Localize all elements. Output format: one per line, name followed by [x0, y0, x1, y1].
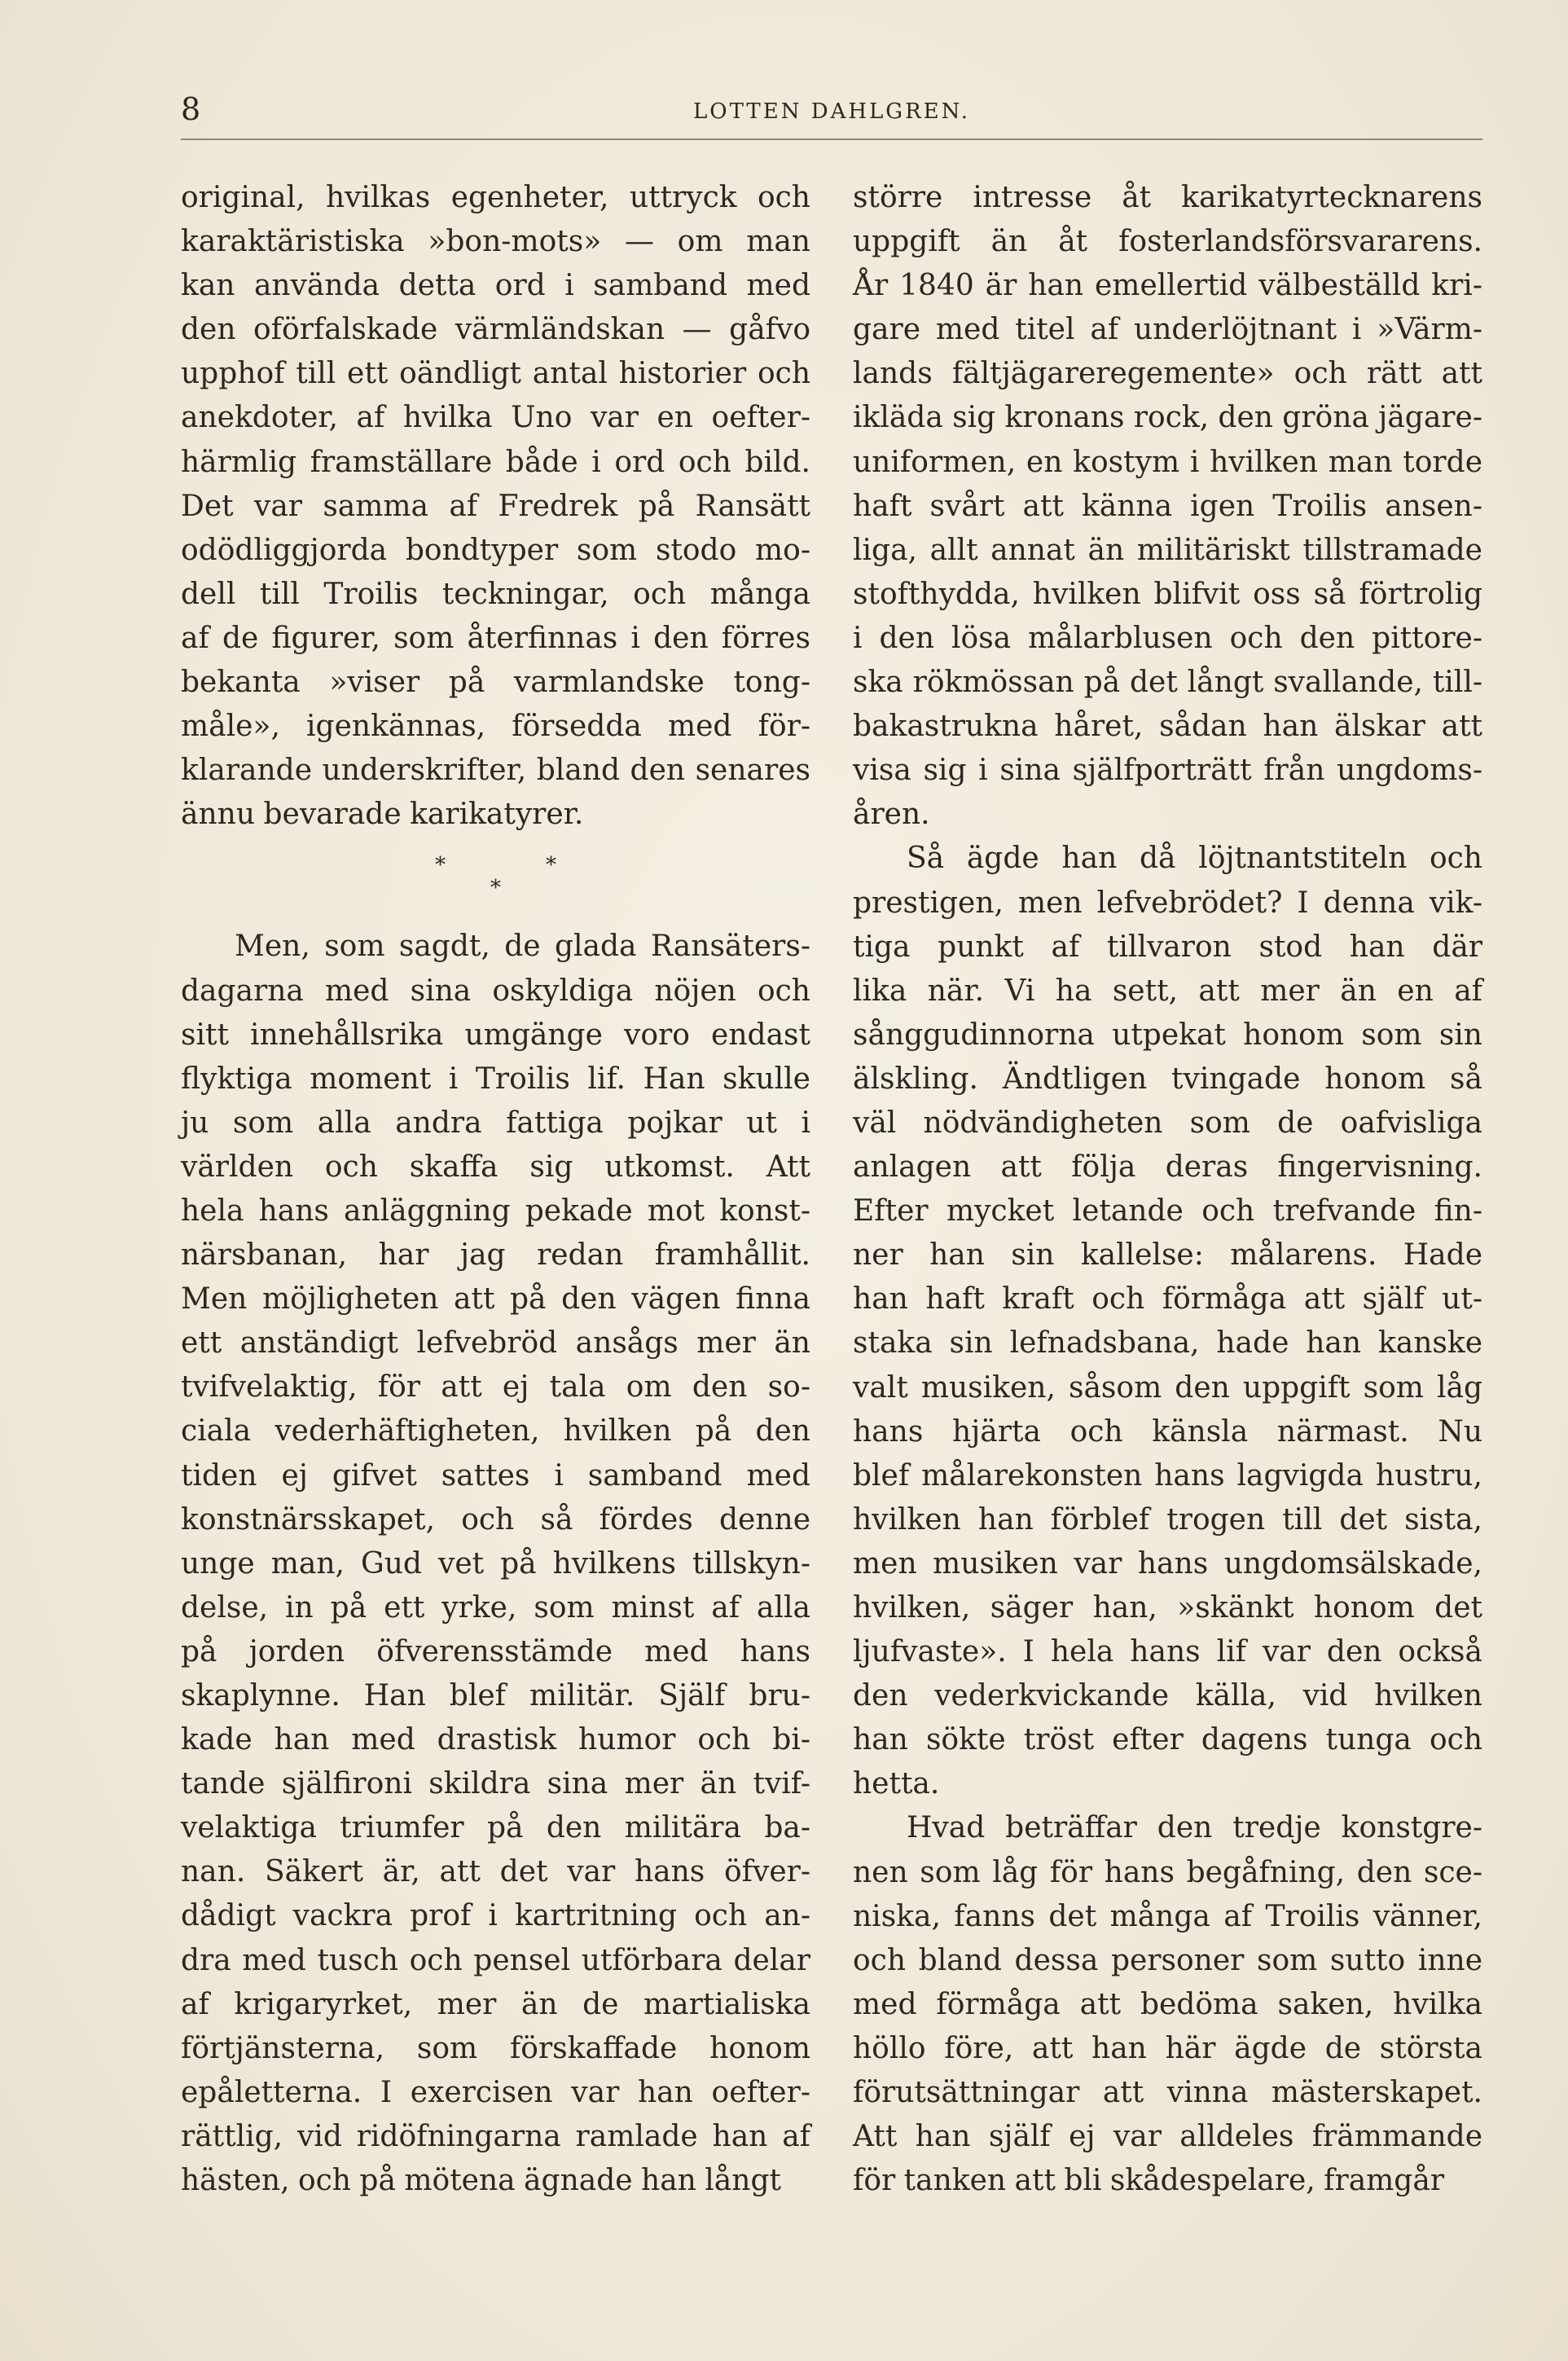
text-line: epåletterna. I exercisen var han oefter-	[181, 2075, 810, 2109]
text-line: År 1840 är han emellertid välbeställd kri-	[853, 269, 1482, 303]
text-line: dådigt vackra prof i kartritning och an-	[181, 1899, 810, 1933]
text-line: ännu bevarade karikatyrer.	[181, 798, 584, 832]
text-line: sånggudinnorna utpekat honom som sin	[853, 1018, 1482, 1052]
text-line: men musiken var hans ungdomsälskade,	[853, 1546, 1482, 1581]
section-break	[181, 837, 810, 925]
text-line: skaplynne. Han blef militär. Själf bru-	[181, 1679, 810, 1712]
text-line: blef målarekonsten hans lagvigda hustru,	[853, 1458, 1482, 1493]
text-line: klarande underskrifter, bland den senares	[181, 754, 810, 788]
text-line: ciala vederhäftigheten, hvilken på den	[181, 1414, 810, 1449]
text-line: original, hvilkas egenheter, uttryck och	[181, 181, 810, 214]
asterisk: *	[546, 853, 556, 878]
text-line: ska rökmössan på det långt svallande, till-	[853, 666, 1482, 700]
text-line: niska, fanns det många af Troilis vänner,	[853, 1899, 1482, 1933]
text-line: Men möjligheten att på den vägen finna	[181, 1282, 810, 1317]
text-line: måle», igenkännas, försedda med för-	[181, 710, 810, 744]
text-line: delse, in på ett yrke, som minst af alla	[181, 1590, 810, 1625]
text-line: nan. Säkert är, att det var hans öfver-	[181, 1855, 810, 1889]
text-line: tvifvelaktig, för att ej tala om den so-	[181, 1370, 810, 1405]
text-line: tiden ej gifvet sattes i samband med	[181, 1458, 810, 1493]
text-line: anekdoter, af hvilka Uno var en oefter-	[181, 401, 810, 435]
text-line: hela hans anläggning pekade mot konst-	[181, 1194, 810, 1228]
header-rule	[181, 138, 1482, 140]
paragraph	[181, 176, 810, 837]
text-line: tiga punkt af tillvaron stod han där	[853, 930, 1482, 964]
running-head: LOTTEN DAHLGREN.	[693, 99, 970, 124]
text-line: kade han med drastisk humor och bi-	[181, 1723, 810, 1757]
text-line: odödliggjorda bondtyper som stodo mo-	[181, 533, 810, 567]
text-line: hvilken han förblef trogen till det sista,	[853, 1502, 1482, 1537]
paragraph	[181, 925, 810, 2203]
text-line: anlagen att följa deras fingervisning.	[853, 1150, 1482, 1185]
text-line: för tanken att bli skådespelare, framgår	[853, 2164, 1445, 2198]
text-line: större intresse åt karikatyrtecknarens	[853, 181, 1482, 214]
text-line: dagarna med sina oskyldiga nöjen och	[181, 974, 810, 1008]
text-line: ju som alla andra fattiga pojkar ut i	[181, 1106, 810, 1140]
page-number: 8	[181, 91, 202, 127]
text-line: på jorden öfverensstämde med hans	[181, 1634, 810, 1669]
text-line: hetta.	[853, 1767, 940, 1801]
text-line: den vederkvickande källa, vid hvilken	[853, 1679, 1482, 1713]
text-line: härmlig framställare både i ord och bild.	[181, 445, 810, 479]
text-line: bekanta »viser på varmlandske tong-	[181, 666, 810, 700]
text-line: uniformen, en kostym i hvilken man torde	[853, 445, 1482, 479]
text-line: Så ägde han då löjtnantstiteln och	[907, 842, 1482, 876]
text-line: väl nödvändigheten som de oafvisliga	[853, 1106, 1482, 1140]
text-line: lands fältjägareregemente» och rätt att	[853, 357, 1482, 391]
asterisk: *	[490, 876, 501, 901]
text-line: staka sin lefnadsbana, hade han kanske	[853, 1326, 1482, 1361]
text-line: med förmåga att bedöma saken, hvilka	[853, 1987, 1482, 2021]
text-line: karaktäristiska »bon-mots» — om man	[181, 225, 810, 259]
text-line: älskling. Ändtligen tvingade honom så	[853, 1062, 1482, 1096]
paragraph	[853, 1806, 1482, 2203]
text-line: rättlig, vid ridöfningarna ramlade han af	[181, 2119, 810, 2153]
text-line: förutsättningar att vinna mästerskapet.	[853, 2076, 1482, 2110]
text-line: Att han själf ej var alldeles främmande	[853, 2120, 1482, 2154]
text-line: visa sig i sina själfporträtt från ungdoms-	[853, 754, 1482, 788]
text-line: åren.	[853, 798, 930, 832]
text-line: stofthydda, hvilken blifvit oss så förtrolig	[853, 577, 1482, 611]
text-line: Det var samma af Fredrek på Ransätt	[181, 489, 810, 523]
left-column	[181, 176, 810, 2203]
text-line: ljufvaste». I hela hans lif var den också	[853, 1635, 1482, 1669]
text-line: valt musiken, såsom den uppgift som låg	[853, 1370, 1482, 1405]
text-line: den oförfalskade värmländskan — gåfvo	[181, 313, 810, 347]
text-line: bakastrukna håret, sådan han älskar att	[853, 710, 1482, 744]
text-line: och bland dessa personer som sutto inne	[853, 1943, 1482, 1977]
text-line: af de figurer, som återfinnas i den förres	[181, 621, 810, 655]
text-line: upphof till ett oändligt antal historier och	[181, 357, 810, 391]
text-line: lika när. Vi ha sett, att mer än en af	[853, 974, 1482, 1008]
text-line: velaktiga triumfer på den militära ba-	[181, 1811, 810, 1845]
text-line: prestigen, men lefvebrödet? I denna vik-	[853, 886, 1482, 920]
text-line: dell till Troilis teckningar, och många	[181, 577, 810, 611]
text-line: dra med tusch och pensel utförbara delar	[181, 1943, 810, 1977]
text-line: ikläda sig kronans rock, den gröna jägare-	[853, 401, 1482, 435]
text-line: han haft kraft och förmåga att själf ut-	[853, 1282, 1482, 1317]
right-column	[853, 176, 1482, 2203]
text-line: af krigaryrket, mer än de martialiska	[181, 1987, 810, 2021]
paragraph	[853, 837, 1482, 1806]
asterisk: *	[435, 853, 446, 878]
text-line: kan använda detta ord i samband med	[181, 269, 810, 303]
page-header	[181, 91, 1482, 140]
text-line: haft svårt att känna igen Troilis ansen-	[853, 489, 1482, 523]
text-line: ner han sin kallelse: målarens. Hade	[853, 1238, 1482, 1273]
text-line: han sökte tröst efter dagens tunga och	[853, 1723, 1482, 1757]
text-line: unge man, Gud vet på hvilkens tillskyn-	[181, 1546, 810, 1581]
text-line: i den lösa målarblusen och den pittore-	[853, 621, 1482, 655]
text-line: flyktiga moment i Troilis lif. Han skulle	[181, 1062, 810, 1096]
text-line: Men, som sagdt, de glada Ransäters-	[235, 930, 810, 964]
text-line: tande själfironi skildra sina mer än tvif-	[181, 1767, 810, 1801]
text-line: världen och skaffa sig utkomst. Att	[181, 1150, 810, 1184]
text-line: sitt innehållsrika umgänge voro endast	[181, 1018, 810, 1052]
text-line: Efter mycket letande och trefvande fin-	[853, 1194, 1482, 1229]
text-line: hvilken, säger han, »skänkt honom det	[853, 1591, 1482, 1625]
text-line: hans hjärta och känsla närmast. Nu	[853, 1414, 1482, 1449]
text-line: ett anständigt lefvebröd ansågs mer än	[181, 1326, 810, 1361]
text-line: nen som låg för hans begåfning, den sce-	[853, 1855, 1482, 1889]
text-line: höllo före, att han här ägde de största	[853, 2031, 1482, 2065]
text-line: konstnärsskapet, och så fördes denne	[181, 1502, 810, 1537]
text-line: liga, allt annat än militäriskt tillstramade	[853, 533, 1482, 567]
paragraph	[853, 176, 1482, 837]
text-line: förtjänsterna, som förskaffade honom	[181, 2031, 810, 2065]
text-line: uppgift än åt fosterlandsförsvararens.	[853, 225, 1482, 259]
text-line: hästen, och på mötena ägnade han långt	[181, 2164, 781, 2198]
text-line: Hvad beträffar den tredje konstgre-	[907, 1811, 1482, 1845]
text-line: närsbanan, har jag redan framhållit.	[181, 1238, 810, 1273]
text-line: gare med titel af underlöjtnant i »Värm-	[853, 313, 1482, 347]
